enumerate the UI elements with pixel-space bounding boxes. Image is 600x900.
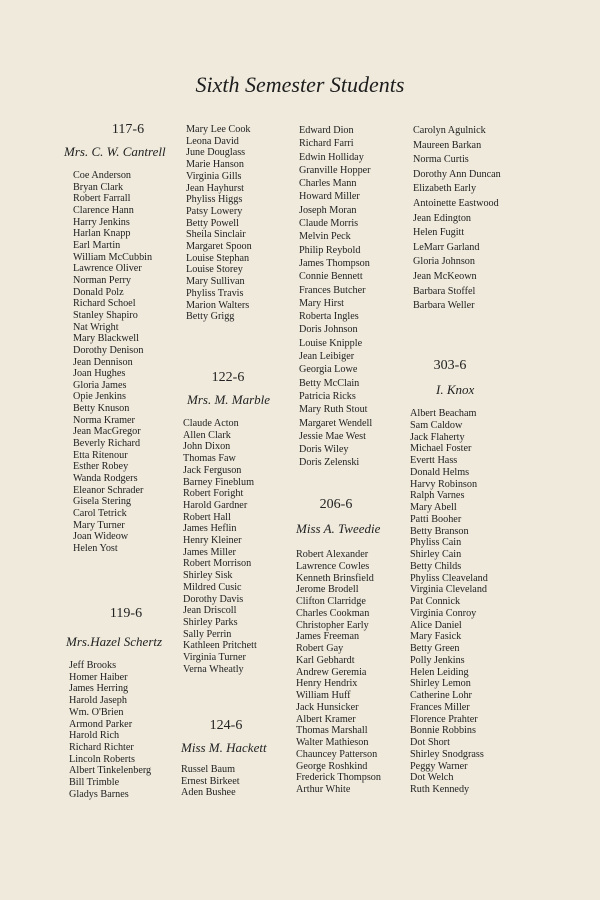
student-name: Leona David — [186, 135, 239, 147]
homeroom-number: 206-6 — [319, 497, 353, 512]
student-name: Etta Ritenour — [73, 449, 128, 461]
student-name: Doris Wiley — [299, 444, 349, 456]
student-name: Harvy Robinson — [410, 478, 478, 490]
student-name: Jean Hayhurst — [186, 182, 244, 194]
student-name: Barbara Weller — [413, 300, 475, 312]
student-name: Jean Dennison — [73, 356, 133, 368]
student-name: Marie Hanson — [186, 159, 244, 171]
student-name: Shirley Cain — [410, 549, 462, 560]
student-name: Dot Short — [410, 737, 450, 748]
student-name: Pat Connick — [410, 596, 461, 607]
student-name: Melvin Peck — [299, 231, 351, 243]
student-name: Kathleen Pritchett — [183, 640, 257, 652]
student-name: Jean Edington — [413, 212, 472, 224]
student-name: Antoinette Eastwood — [413, 197, 499, 209]
continued-list-col2 — [186, 124, 252, 323]
student-name: Betty Childs — [410, 560, 462, 572]
student-name: Norma Curtis — [413, 154, 469, 166]
student-name: Robert Gay — [296, 643, 344, 654]
student-name: Coe Anderson — [73, 170, 132, 181]
student-name: Henry Kleiner — [183, 535, 242, 547]
student-name: Mary Turner — [73, 519, 125, 531]
student-name: Sally Perrin — [183, 628, 232, 640]
student-list — [410, 408, 490, 796]
student-name: Harold Jaseph — [69, 695, 127, 707]
student-name: Charles Mann — [299, 178, 357, 190]
homeroom-number: 117-6 — [111, 122, 145, 137]
student-name: Homer Haiber — [69, 671, 128, 683]
student-name: Arthur White — [296, 784, 351, 795]
student-name: Karl Gebhardt — [296, 654, 355, 666]
student-name: Mary Fasick — [410, 631, 462, 643]
student-name: Lawrence Cowles — [296, 560, 370, 572]
student-name: Eleanor Schrader — [73, 484, 144, 496]
student-name: Donald Polz — [73, 286, 124, 298]
student-name: Patti Booher — [410, 513, 462, 525]
student-name: Mary Hirst — [299, 297, 344, 309]
student-list — [69, 660, 186, 800]
homeroom-117 — [64, 122, 188, 555]
student-name: Robert Alexander — [296, 549, 369, 560]
student-name: Florence Prahter — [410, 713, 478, 725]
student-name: Bryan Clark — [73, 181, 124, 193]
homeroom-number: 303-6 — [433, 358, 467, 373]
page-title: Sixth Semester Students — [195, 72, 405, 97]
student-name: Doris Johnson — [299, 324, 358, 336]
student-name: Robert Farrall — [73, 193, 131, 205]
student-name: Jean Driscoll — [183, 605, 237, 617]
student-name: Russel Baum — [181, 764, 236, 775]
student-name: Kenneth Brinsfield — [296, 572, 374, 584]
student-name: Earl Martin — [73, 239, 121, 251]
student-name: June Douglass — [186, 147, 246, 159]
student-name: Norma Kramer — [73, 414, 135, 426]
student-name: Frances Butcher — [299, 284, 366, 296]
student-name: Louise Storey — [186, 264, 243, 276]
student-name: Maureen Barkan — [413, 139, 482, 151]
student-name: Virginia Cleveland — [410, 584, 488, 596]
student-list — [296, 549, 381, 796]
homeroom-teacher: Mrs. C. W. Cantrell — [64, 144, 166, 159]
student-name: Richard Schoel — [73, 298, 136, 310]
student-name: Catherine Lohr — [410, 690, 472, 701]
student-name: Stanley Shapiro — [73, 309, 138, 321]
student-name: Granville Hopper — [299, 164, 371, 176]
student-name: John Dixon — [183, 441, 231, 453]
student-name: Alice Daniel — [410, 619, 462, 631]
student-name: Clifton Clarridge — [296, 596, 366, 607]
student-name: Ruth Kennedy — [410, 784, 470, 795]
student-name: Richard Richter — [69, 741, 134, 753]
homeroom-number: 119-6 — [109, 606, 143, 621]
student-name: Mary Ruth Stout — [299, 404, 368, 416]
student-name: Bill Trimble — [69, 777, 120, 789]
homeroom-teacher: Miss M. Hackett — [181, 740, 267, 755]
student-name: Mary Abell — [410, 502, 457, 513]
continued-list-col3 — [299, 124, 372, 470]
student-name: Clarence Hann — [73, 204, 134, 216]
student-name: Mary Sullivan — [186, 276, 245, 288]
homeroom-teacher: I. Knox — [436, 382, 475, 397]
student-name: Connie Bennett — [299, 271, 363, 283]
student-name: Gisela Stering — [73, 496, 132, 508]
student-name: Wm. O'Brien — [69, 706, 124, 718]
student-name: Betty Branson — [410, 525, 469, 537]
student-name: Evertt Hass — [410, 455, 458, 466]
student-name: Gladys Barnes — [69, 788, 129, 800]
student-name: Betty Knuson — [73, 403, 130, 415]
student-name: Mary Lee Cook — [186, 124, 251, 135]
student-name: Thomas Faw — [183, 453, 236, 465]
student-name: George Roshkind — [296, 760, 368, 772]
student-name: Shirley Sisk — [183, 570, 233, 582]
student-name: Jack Ferguson — [183, 464, 242, 476]
student-name: Joan Hughes — [73, 368, 126, 380]
student-name: Frances Miller — [410, 701, 470, 713]
student-name: Opie Jenkins — [73, 391, 126, 403]
student-name: Patricia Ricks — [299, 390, 356, 402]
student-name: Lincoln Roberts — [69, 753, 135, 765]
student-name: Robert Morrison — [183, 558, 252, 570]
student-name: Bonnie Robbins — [410, 725, 476, 737]
student-name: James Thompson — [299, 257, 370, 269]
student-name: Phyliss Travis — [186, 287, 244, 299]
student-name: Charles Cookman — [296, 607, 370, 619]
student-name: Gloria Johnson — [413, 256, 475, 268]
student-name: Barbara Stoffel — [413, 285, 476, 297]
student-name: Dot Welch — [410, 772, 454, 784]
student-name: Roberta Ingles — [299, 311, 359, 323]
student-name: Patsy Lowery — [186, 205, 243, 217]
student-name: Phyliss Higgs — [186, 194, 243, 206]
student-name: Allen Clark — [183, 429, 231, 441]
student-name: William McCubbin — [73, 251, 153, 263]
student-name: William Huff — [296, 690, 351, 701]
student-name: Harold Gardner — [183, 499, 248, 511]
student-name: Betty Grigg — [186, 311, 235, 323]
student-name: Helen Leiding — [410, 666, 469, 678]
student-name: Albert Beacham — [410, 408, 477, 419]
student-name: Joseph Moran — [299, 204, 357, 216]
student-name: Lawrence Oliver — [73, 263, 142, 275]
student-name: Wanda Rodgers — [73, 473, 138, 485]
student-name: Virginia Gills — [186, 170, 242, 182]
student-name: Jessie Mae West — [299, 430, 366, 442]
homeroom-206 — [296, 497, 381, 796]
student-name: Jerome Brodell — [296, 584, 359, 596]
student-name: Gloria James — [73, 379, 127, 391]
student-name: Aden Bushee — [181, 787, 236, 799]
student-name: Claude Acton — [183, 418, 239, 429]
student-name: Howard Miller — [299, 191, 360, 203]
student-name: James Herring — [69, 683, 129, 695]
student-name: Carolyn Agulnick — [413, 125, 486, 136]
student-name: Dorothy Denison — [73, 344, 144, 356]
homeroom-number: 124-6 — [209, 718, 243, 733]
student-name: Jean McKeown — [413, 270, 477, 282]
student-name: Mildred Cusic — [183, 581, 242, 593]
student-name: Louise Knipple — [299, 337, 363, 349]
student-name: Claude Morris — [299, 218, 359, 230]
homeroom-303 — [410, 358, 490, 796]
student-name: Robert Hall — [183, 511, 231, 523]
homeroom-teacher: Miss A. Tweedie — [296, 521, 381, 536]
student-name: Joan Wideow — [73, 531, 129, 543]
homeroom-122 — [183, 370, 273, 675]
student-name: James Freeman — [296, 631, 360, 643]
student-name: Phyliss Cleaveland — [410, 572, 488, 584]
student-name: Frederick Thompson — [296, 772, 381, 784]
student-name: Philip Reybold — [299, 244, 361, 256]
student-list — [413, 124, 501, 314]
student-name: James Miller — [183, 546, 236, 558]
student-list — [181, 764, 271, 799]
student-name: Carol Tetrick — [73, 508, 127, 520]
student-name: Norman Perry — [73, 274, 131, 286]
student-name: Betty McClain — [299, 377, 360, 389]
student-name: Helen Fugitt — [413, 227, 465, 239]
homeroom-119 — [66, 606, 186, 800]
student-name: Harry Jenkins — [73, 216, 130, 228]
student-name: Harold Rich — [69, 730, 120, 742]
student-name: Robert Foright — [183, 488, 244, 500]
student-name: Shirley Snodgrass — [410, 748, 484, 760]
student-name: James Heflin — [183, 523, 237, 535]
student-name: Thomas Marshall — [296, 725, 368, 737]
student-name: Dorothy Davis — [183, 593, 244, 605]
student-name: Dorothy Ann Duncan — [413, 168, 501, 180]
student-name: Betty Powell — [186, 217, 239, 229]
student-name: Sam Caldow — [410, 419, 463, 431]
student-name: Verna Wheatly — [183, 663, 244, 675]
student-name: Armond Parker — [69, 718, 133, 730]
student-name: Edwin Holliday — [299, 151, 364, 163]
student-name: Elizabeth Early — [413, 183, 477, 195]
student-name: Shirley Lemon — [410, 678, 471, 690]
student-name: Jean MacGregor — [73, 426, 141, 438]
student-name: Chauncey Patterson — [296, 748, 378, 760]
homeroom-teacher: Mrs. M. Marble — [187, 392, 271, 407]
student-name: Albert Kramer — [296, 713, 356, 725]
student-name: Margaret Wendell — [299, 417, 373, 429]
student-name: Beverly Richard — [73, 438, 141, 450]
student-name: Jack Hunsicker — [296, 701, 359, 713]
homeroom-teacher: Mrs.Hazel Schertz — [66, 634, 163, 649]
student-name: Peggy Warner — [410, 760, 468, 772]
homeroom-number: 122-6 — [211, 370, 245, 385]
student-name: Helen Yost — [73, 543, 118, 554]
student-name: Doris Zelenski — [299, 457, 360, 469]
student-name: Jack Flaherty — [410, 431, 465, 443]
student-name: Esther Robey — [73, 461, 129, 473]
student-name: Sheila Sinclair — [186, 229, 246, 241]
student-name: Barney Fineblum — [183, 476, 255, 488]
student-name: Polly Jenkins — [410, 654, 465, 666]
student-name: Ralph Varnes — [410, 490, 465, 502]
student-name: Michael Foster — [410, 443, 472, 455]
student-list — [183, 418, 273, 675]
student-name: Walter Mathieson — [296, 737, 369, 748]
student-name: Edward Dion — [299, 125, 354, 136]
student-name: Louise Stephan — [186, 252, 250, 264]
student-name: Richard Farri — [299, 138, 354, 150]
student-name: LeMarr Garland — [413, 241, 480, 253]
student-name: Shirley Parks — [183, 616, 238, 628]
student-name: Phyliss Cain — [410, 537, 462, 549]
student-name: Mary Blackwell — [73, 333, 139, 345]
student-name: Andrew Geremia — [296, 666, 367, 678]
student-list — [73, 170, 188, 555]
student-name: Virginia Conroy — [410, 607, 477, 619]
student-list — [186, 124, 252, 323]
student-name: Betty Green — [410, 643, 460, 654]
student-name: Donald Helms — [410, 466, 470, 478]
student-name: Ernest Birkeet — [181, 775, 240, 787]
student-name: Albert Tinkelenberg — [69, 765, 152, 777]
student-name: Georgia Lowe — [299, 364, 358, 376]
student-name: Nat Wright — [73, 321, 119, 333]
student-name: Jeff Brooks — [69, 660, 117, 671]
student-name: Henry Hendrix — [296, 678, 358, 690]
student-name: Marion Walters — [186, 299, 250, 311]
continued-list-col4 — [413, 124, 501, 314]
student-name: Christopher Early — [296, 619, 369, 631]
student-name: Virginia Turner — [183, 652, 246, 664]
homeroom-124 — [181, 718, 271, 799]
student-name: Harlan Knapp — [73, 228, 131, 240]
student-name: Margaret Spoon — [186, 241, 252, 253]
student-name: Jean Leibiger — [299, 351, 355, 363]
student-list — [299, 124, 372, 470]
